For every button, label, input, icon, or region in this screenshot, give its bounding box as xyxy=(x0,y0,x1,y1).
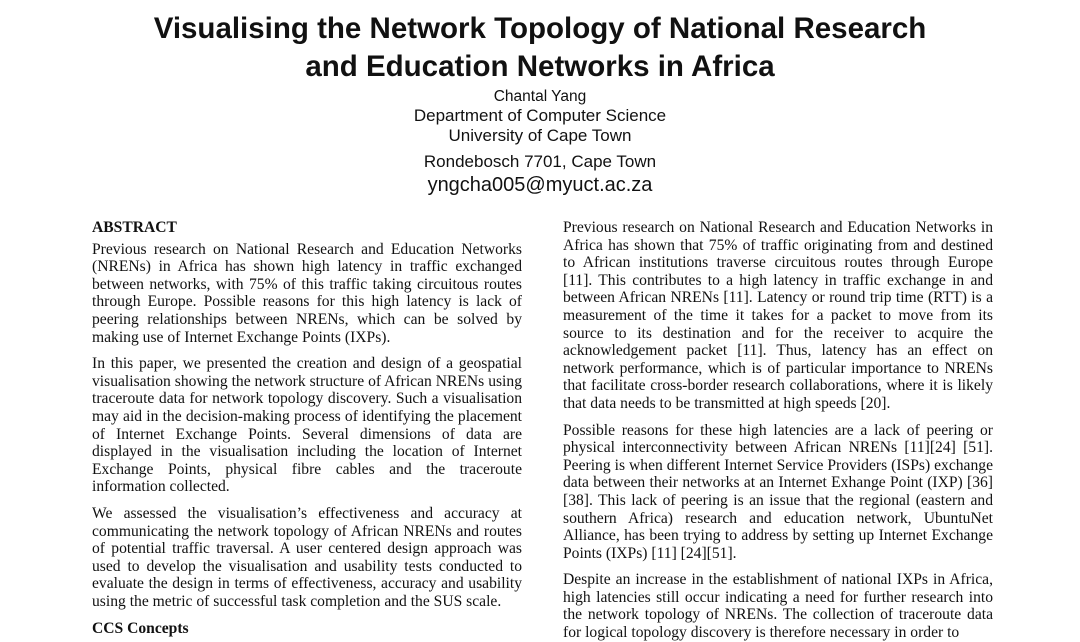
right-column xyxy=(563,219,993,642)
paper-title xyxy=(0,10,1080,86)
abstract-paragraph: Previous research on National Research and Education Networks (NRENs) in Africa has shown high latency in traffic exchanged between networks, with 75% of this traffic taking circuitous routes through Europe. Possible reasons for this high latency is lack of peering relationships between NRENs, which can be solved by making use of Internet Exchange Points (IXPs). xyxy=(92,240,522,346)
left-column xyxy=(92,219,522,638)
author-name: Chantal Yang xyxy=(493,88,587,105)
author-address: Rondebosch 7701, Cape Town xyxy=(423,152,657,171)
author-department: Department of Computer Science xyxy=(413,106,667,125)
body-paragraph: Previous research on National Research and Education Networks in Africa has shown that 75% of traffic originating from and destined to African institutions traverse circuitous routes through Europe [11]. This contributes to a high latency in traffic exchange in and between African NRENs [11]. Latency or round trip time (RTT) is a measurement of the time it takes for a packet to move from its source to its destination and for the receiver to acquire the acknowledgement packet [11]. Thus, latency has an effect on network performance, which is of particular importance to NRENs that facilitate cross-border research collaborations, where it is likely that data needs to be transmitted at high speeds [20]. xyxy=(563,219,993,412)
abstract-paragraph: In this paper, we presented the creation and design of a geospatial visualisation showing the network structure of African NRENs using traceroute data for network topology discovery. Such a visualisation may aid in the decision-making process of identifying the placement of Internet Exchange Points. Several dimensions of data are displayed in the visualisation including the location of Internet Exchange Points, physical fibre cables and the traceroute information collected. xyxy=(92,355,522,496)
ccs-concepts-heading: CCS Concepts xyxy=(92,620,189,638)
paper-title-line-2: and Education Networks in Africa xyxy=(305,50,775,83)
author-university: University of Cape Town xyxy=(448,126,632,145)
abstract-paragraph: We assessed the visualisation’s effectiveness and accuracy at communicating the network topology of African NRENs and routes of potential traffic traversal. A user centered design approach was used to develop the visualisation and usability tests conducted to evaluate the design in terms of effectiveness, accuracy and usability using the metric of successful task completion and the SUS scale. xyxy=(92,504,522,610)
body-paragraph: Possible reasons for these high latencies are a lack of peering or physical interconnectivity between African NRENs [11][24] [51]. Peering is when different Internet Service Providers (ISPs) exchange data between their networks at an Internet Exhange Point (IXP) [36][38]. This lack of peering is an issue that the regional (eastern and southern Africa) research and education network, UbuntuNet Alliance, has been trying to address by setting up Internet Exchange Points (IXPs) [11] [24][51]. xyxy=(563,421,993,562)
paper-title-line-1: Visualising the Network Topology of National Research xyxy=(153,12,927,45)
abstract-heading: ABSTRACT xyxy=(92,219,177,236)
author-email: yngcha005@myuct.ac.za xyxy=(427,174,653,196)
body-paragraph: Despite an increase in the establishment of national IXPs in Africa, high latencies still occur indicating a need for further research into the network topology of NRENs. The collection of traceroute data for logical topology discovery is therefore necessary in order to xyxy=(563,571,993,642)
